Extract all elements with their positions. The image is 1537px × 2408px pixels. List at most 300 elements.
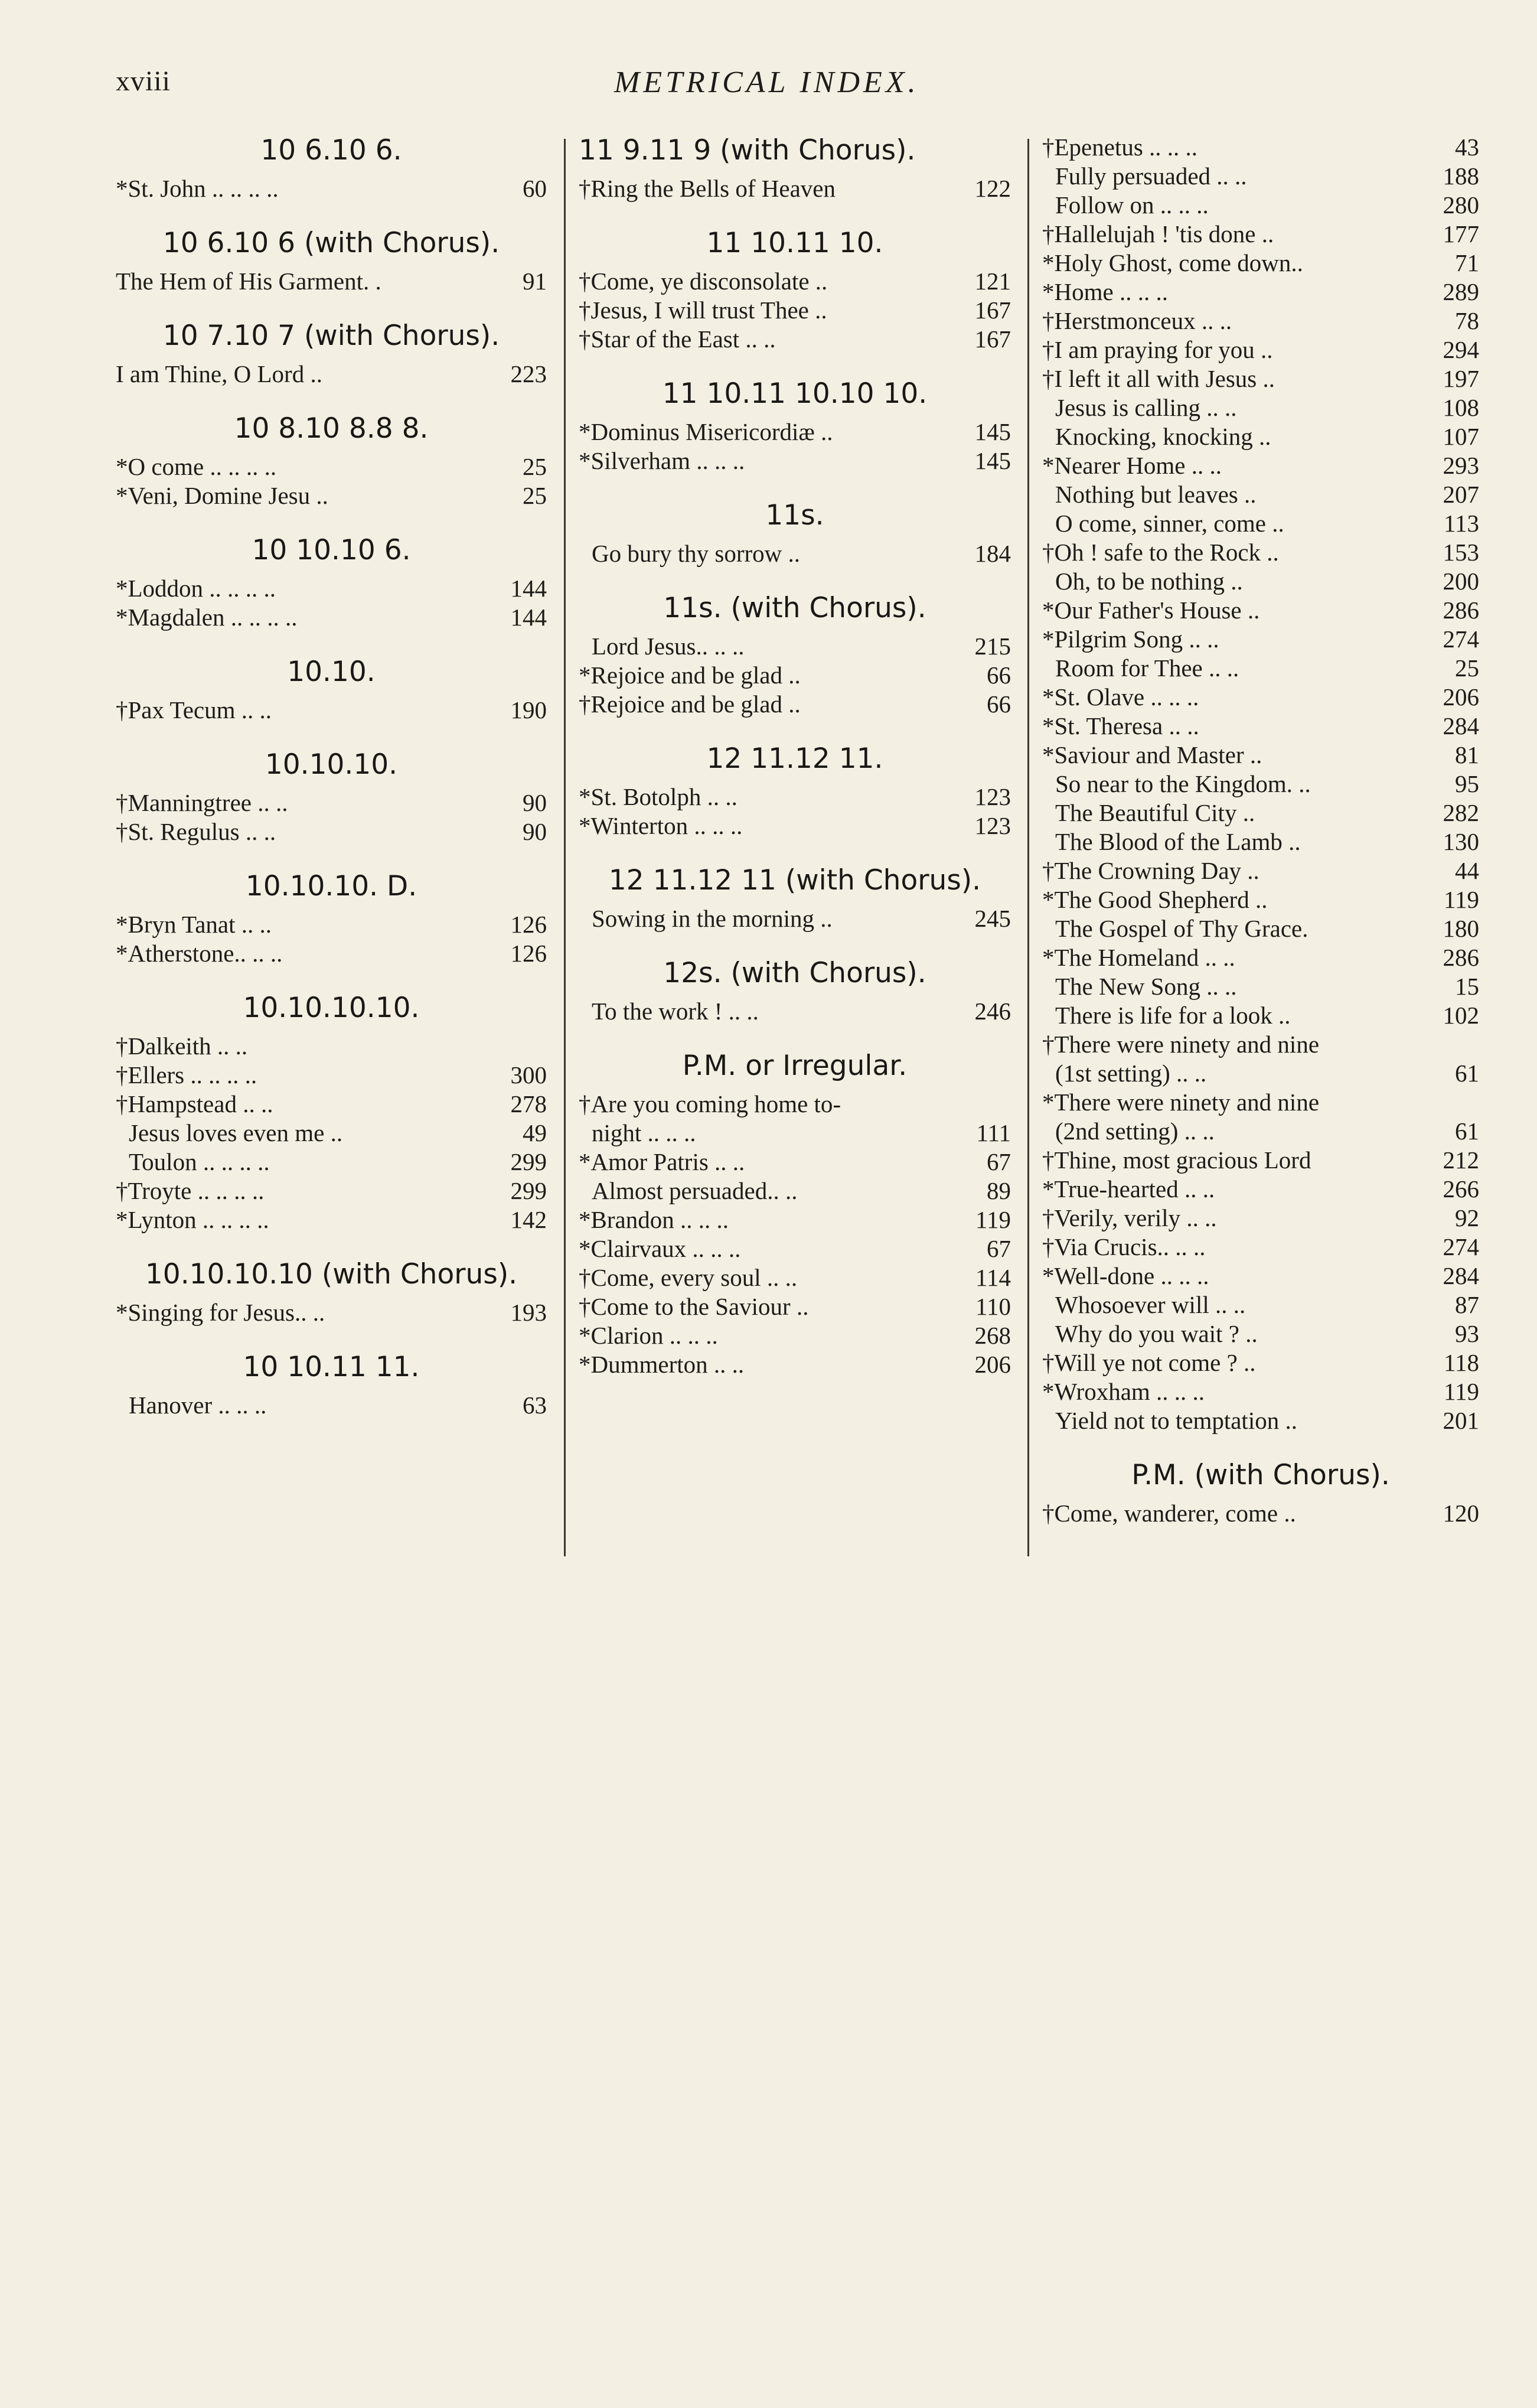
meter-heading: 10.10.10.10. xyxy=(243,992,420,1024)
hymn-number: 278 xyxy=(510,1090,547,1117)
meter-section xyxy=(116,226,547,296)
tune-entry xyxy=(1042,335,1479,364)
tune-entry xyxy=(1042,422,1479,451)
tune-title: †Will ye not come ? .. xyxy=(1042,1349,1256,1376)
tune-list xyxy=(116,174,547,203)
tune-entry xyxy=(116,1032,547,1061)
tune-entry xyxy=(1042,770,1479,799)
tune-title: *Loddon .. .. .. .. xyxy=(116,575,276,602)
hymn-number: 206 xyxy=(1443,683,1479,711)
meter-section xyxy=(579,376,1011,475)
tune-title: *Holy Ghost, come down.. xyxy=(1042,249,1303,276)
hymn-number: 193 xyxy=(510,1299,547,1326)
tune-entry xyxy=(579,1234,1011,1263)
tune-title: Hanover .. .. .. xyxy=(129,1392,267,1419)
tune-entry xyxy=(579,447,1011,475)
hymn-number: 299 xyxy=(510,1177,547,1204)
tune-entry xyxy=(579,1177,1011,1205)
hymn-number: 126 xyxy=(510,911,547,938)
meter-heading: 10.10.10. xyxy=(265,748,398,781)
tune-title: *Singing for Jesus.. .. xyxy=(116,1299,325,1326)
hymn-number: 126 xyxy=(510,940,547,967)
hymn-number: 114 xyxy=(975,1264,1011,1291)
tune-title: *Clairvaux .. .. .. xyxy=(579,1235,741,1262)
tune-entry xyxy=(579,267,1011,296)
tune-title: †Via Crucis.. .. .. xyxy=(1042,1233,1206,1260)
hymn-number: 184 xyxy=(974,540,1011,567)
tune-entry xyxy=(116,939,547,968)
tune-title: To the work ! .. .. xyxy=(592,998,759,1025)
meter-heading: 10.10. xyxy=(287,656,376,688)
tune-entry xyxy=(1042,683,1479,712)
tune-title: †Verily, verily .. .. xyxy=(1042,1204,1217,1231)
tune-entry xyxy=(1042,827,1479,856)
tune-entry xyxy=(116,1205,547,1234)
tune-title: *Saviour and Master .. xyxy=(1042,741,1262,768)
tune-title: *St. Botolph .. .. xyxy=(579,783,738,810)
tune-title: (1st setting) .. .. xyxy=(1055,1060,1207,1087)
tune-entry xyxy=(1042,856,1479,885)
hymn-number: 111 xyxy=(976,1119,1011,1146)
tune-entry xyxy=(1042,654,1479,683)
tune-title: *Dominus Misericordiæ .. xyxy=(579,418,833,445)
meter-heading: 10 10.10 6. xyxy=(252,534,411,566)
meter-heading: 12 11.12 11. xyxy=(706,742,883,775)
tune-list xyxy=(116,574,547,632)
hymn-number: 286 xyxy=(1443,944,1479,971)
index-column-3 xyxy=(1042,133,1479,1550)
tune-title: †Star of the East .. .. xyxy=(579,325,776,353)
page-header xyxy=(0,65,1537,106)
hymn-number: 282 xyxy=(1443,799,1479,826)
tune-entry xyxy=(116,574,547,603)
tune-title: *Pilgrim Song .. .. xyxy=(1042,625,1219,653)
meter-heading: 10 6.10 6. xyxy=(260,134,402,167)
tune-title: †Come, wanderer, come .. xyxy=(1042,1500,1296,1527)
tune-title: *The Homeland .. .. xyxy=(1042,944,1235,971)
tune-entry xyxy=(116,1061,547,1090)
tune-title: *Veni, Domine Jesu .. xyxy=(116,482,328,509)
hymn-number: 142 xyxy=(510,1206,547,1233)
hymn-number: 119 xyxy=(1444,1378,1479,1405)
tune-title: *Amor Patris .. .. xyxy=(579,1148,745,1175)
tune-title: *Wroxham .. .. .. xyxy=(1042,1378,1205,1405)
tune-title: *Lynton .. .. .. .. xyxy=(116,1206,269,1233)
meter-section xyxy=(116,411,547,510)
tune-title: Nothing but leaves .. xyxy=(1055,481,1257,508)
tune-list xyxy=(116,1298,547,1327)
tune-list xyxy=(1042,1499,1479,1528)
tune-list xyxy=(579,632,1011,719)
hymn-number: 63 xyxy=(523,1392,547,1419)
tune-entry xyxy=(116,174,547,203)
hymn-number: 206 xyxy=(974,1351,1011,1378)
tune-title: †Thine, most gracious Lord xyxy=(1042,1146,1311,1174)
meter-section xyxy=(579,133,1011,203)
meter-heading: 11 10.11 10.10 10. xyxy=(662,377,928,410)
hymn-number: 130 xyxy=(1443,828,1479,855)
tune-title: *Well-done .. .. .. xyxy=(1042,1262,1209,1289)
tune-list xyxy=(116,696,547,725)
hymn-number: 121 xyxy=(974,268,1011,295)
tune-entry xyxy=(579,539,1011,568)
meter-section xyxy=(116,133,547,203)
meter-section xyxy=(579,591,1011,719)
hymn-number: 274 xyxy=(1443,1233,1479,1260)
hymn-number: 15 xyxy=(1455,973,1479,1000)
hymn-number: 107 xyxy=(1443,423,1479,450)
tune-title: †Come, every soul .. .. xyxy=(579,1264,798,1291)
tune-entry xyxy=(1042,133,1479,162)
tune-title: †I left it all with Jesus .. xyxy=(1042,365,1275,392)
tune-title: †Ellers .. .. .. .. xyxy=(116,1061,257,1089)
hymn-number: 177 xyxy=(1443,220,1479,247)
tune-title: †Ring the Bells of Heaven xyxy=(579,175,836,202)
index-column-2 xyxy=(579,133,1011,1402)
tune-entry xyxy=(1042,1291,1479,1319)
hymn-number: 284 xyxy=(1443,1262,1479,1289)
hymn-number: 61 xyxy=(1455,1060,1479,1087)
meter-heading: 11 10.11 10. xyxy=(706,227,883,259)
tune-title: *Bryn Tanat .. .. xyxy=(116,911,272,938)
tune-entry xyxy=(116,910,547,939)
tune-list xyxy=(579,904,1011,933)
tune-entry xyxy=(579,325,1011,354)
tune-title: Toulon .. .. .. .. xyxy=(129,1148,270,1175)
tune-entry xyxy=(116,788,547,817)
hymn-number: 201 xyxy=(1443,1407,1479,1434)
tune-title: The Gospel of Thy Grace. xyxy=(1055,915,1308,942)
tune-title: The Hem of His Garment. . xyxy=(116,268,381,295)
tune-title: *The Good Shepherd .. xyxy=(1042,886,1268,913)
meter-section xyxy=(116,747,547,846)
tune-title: Room for Thee .. .. xyxy=(1055,654,1239,682)
tune-entry xyxy=(1042,1204,1479,1233)
tune-title: The Beautiful City .. xyxy=(1055,799,1255,826)
tune-title: So near to the Kingdom. .. xyxy=(1055,770,1311,797)
tune-entry xyxy=(579,418,1011,447)
tune-list xyxy=(579,1090,1011,1379)
tune-entry xyxy=(116,267,547,296)
tune-entry xyxy=(579,632,1011,661)
tune-entry xyxy=(1042,1117,1479,1146)
tune-list xyxy=(579,997,1011,1026)
tune-title: †I am praying for you .. xyxy=(1042,336,1273,363)
meter-section xyxy=(116,533,547,632)
hymn-number: 268 xyxy=(974,1322,1011,1349)
hymn-number: 118 xyxy=(1444,1349,1479,1376)
meter-section xyxy=(1042,1458,1479,1528)
tune-entry xyxy=(1042,191,1479,220)
hymn-number: 180 xyxy=(1443,915,1479,942)
tune-entry xyxy=(1042,1088,1479,1117)
tune-list xyxy=(579,418,1011,475)
tune-title: *Dummerton .. .. xyxy=(579,1351,745,1378)
hymn-number: 245 xyxy=(974,905,1011,932)
tune-title: †Troyte .. .. .. .. xyxy=(116,1177,265,1204)
meter-heading: P.M. (with Chorus). xyxy=(1131,1459,1390,1491)
meter-heading: 10 8.10 8.8 8. xyxy=(234,412,429,445)
tune-title: Almost persuaded.. .. xyxy=(592,1177,798,1204)
tune-entry xyxy=(1042,625,1479,654)
hymn-number: 119 xyxy=(975,1206,1011,1233)
tune-entry xyxy=(1042,712,1479,741)
tune-entry xyxy=(1042,1406,1479,1435)
tune-entry xyxy=(579,997,1011,1026)
tune-list xyxy=(116,788,547,846)
tune-entry xyxy=(116,1090,547,1119)
tune-entry xyxy=(579,1263,1011,1292)
hymn-number: 212 xyxy=(1443,1146,1479,1174)
tune-title: †The Crowning Day .. xyxy=(1042,857,1259,884)
meter-heading: 11s. xyxy=(765,499,824,532)
hymn-number: 289 xyxy=(1443,278,1479,305)
hymn-number: 49 xyxy=(523,1119,547,1146)
column-divider xyxy=(564,139,566,1556)
tune-title: Jesus is calling .. .. xyxy=(1055,394,1237,421)
meter-heading: P.M. or Irregular. xyxy=(682,1050,908,1082)
tune-list xyxy=(116,1391,547,1420)
hymn-number: 61 xyxy=(1455,1117,1479,1145)
tune-title: *Winterton .. .. .. xyxy=(579,812,743,839)
tune-title: Knocking, knocking .. xyxy=(1055,423,1271,450)
tune-list xyxy=(579,174,1011,203)
tune-entry xyxy=(1042,596,1479,625)
tune-title: *Rejoice and be glad .. xyxy=(579,662,801,689)
tune-title: Yield not to temptation .. xyxy=(1055,1407,1297,1434)
tune-entry xyxy=(116,481,547,510)
tune-title: Jesus loves even me .. xyxy=(129,1119,343,1146)
meter-heading: 10.10.10. D. xyxy=(245,870,417,902)
hymn-number: 188 xyxy=(1443,162,1479,190)
tune-title: Go bury thy sorrow .. xyxy=(592,540,801,567)
hymn-number: 120 xyxy=(1443,1500,1479,1527)
hymn-number: 102 xyxy=(1443,1002,1479,1029)
tune-title: †There were ninety and nine xyxy=(1042,1031,1320,1058)
tune-title: *Clarion .. .. .. xyxy=(579,1322,718,1349)
tune-entry xyxy=(1042,1377,1479,1406)
hymn-number: 299 xyxy=(510,1148,547,1175)
meter-section xyxy=(579,741,1011,840)
tune-entry xyxy=(1042,162,1479,191)
hymn-number: 284 xyxy=(1443,712,1479,739)
meter-section xyxy=(116,654,547,725)
tune-title: †St. Regulus .. .. xyxy=(116,818,276,845)
tune-entry xyxy=(1042,1059,1479,1088)
tune-title: *Home .. .. .. xyxy=(1042,278,1168,305)
tune-title: I am Thine, O Lord .. xyxy=(116,360,322,387)
hymn-number: 207 xyxy=(1443,481,1479,508)
tune-list xyxy=(116,360,547,389)
tune-title: Fully persuaded .. .. xyxy=(1055,162,1247,190)
hymn-number: 274 xyxy=(1443,625,1479,653)
tune-title: *Atherstone.. .. .. xyxy=(116,940,283,967)
tune-entry xyxy=(116,696,547,725)
tune-title: †Epenetus .. .. .. xyxy=(1042,133,1198,161)
tune-title: †Herstmonceux .. .. xyxy=(1042,307,1232,334)
tune-entry xyxy=(1042,480,1479,509)
tune-title: Follow on .. .. .. xyxy=(1055,191,1209,219)
tune-title: *Brandon .. .. .. xyxy=(579,1206,729,1233)
hymn-number: 66 xyxy=(987,690,1011,718)
meter-heading: 10 10.11 11. xyxy=(243,1351,420,1383)
tune-entry xyxy=(1042,1175,1479,1204)
hymn-number: 67 xyxy=(987,1235,1011,1262)
hymn-number: 215 xyxy=(974,633,1011,660)
hymn-number: 144 xyxy=(510,575,547,602)
column-divider xyxy=(1027,139,1029,1556)
tune-entry xyxy=(579,1321,1011,1350)
running-title: METRICAL INDEX. xyxy=(614,66,919,99)
tune-title: Oh, to be nothing .. xyxy=(1055,568,1243,595)
tune-title: †Oh ! safe to the Rock .. xyxy=(1042,539,1279,566)
tune-entry xyxy=(1042,509,1479,538)
tune-list xyxy=(579,267,1011,354)
tune-title: †Are you coming home to- xyxy=(579,1090,841,1117)
tune-entry xyxy=(579,1350,1011,1379)
meter-section xyxy=(116,318,547,389)
hymn-number: 123 xyxy=(974,783,1011,810)
tune-title: Why do you wait ? .. xyxy=(1055,1320,1258,1347)
tune-title: †Manningtree .. .. xyxy=(116,789,288,816)
meter-heading: 12s. (with Chorus). xyxy=(663,957,926,989)
hymn-number: 81 xyxy=(1455,741,1479,768)
tune-entry xyxy=(579,1292,1011,1321)
hymn-number: 90 xyxy=(523,789,547,816)
tune-entry xyxy=(1042,220,1479,249)
tune-title: Whosoever will .. .. xyxy=(1055,1291,1246,1318)
tune-list xyxy=(579,539,1011,568)
tune-title: The New Song .. .. xyxy=(1055,973,1237,1000)
tune-title: *Nearer Home .. .. xyxy=(1042,452,1222,479)
hymn-number: 71 xyxy=(1455,249,1479,276)
meter-section xyxy=(579,498,1011,568)
tune-list xyxy=(116,267,547,296)
tune-entry xyxy=(579,1205,1011,1234)
tune-title: †Pax Tecum .. .. xyxy=(116,696,272,724)
hymn-number: 145 xyxy=(974,447,1011,474)
tune-title: O come, sinner, come .. xyxy=(1055,510,1284,537)
hymn-number: 167 xyxy=(974,325,1011,353)
meter-section xyxy=(1042,133,1479,1435)
tune-title: *True-hearted .. .. xyxy=(1042,1175,1215,1203)
tune-entry xyxy=(579,174,1011,203)
hymn-number: 293 xyxy=(1443,452,1479,479)
tune-entry xyxy=(579,661,1011,690)
meter-heading: 11 9.11 9 (with Chorus). xyxy=(579,134,916,167)
hymn-number: 144 xyxy=(510,604,547,631)
tune-entry xyxy=(1042,885,1479,914)
tune-title: night .. .. .. xyxy=(592,1119,696,1146)
meter-heading: 12 11.12 11 (with Chorus). xyxy=(608,864,981,897)
tune-entry xyxy=(1042,1348,1479,1377)
tune-list xyxy=(116,452,547,510)
tune-entry xyxy=(1042,972,1479,1001)
tune-entry xyxy=(579,783,1011,812)
tune-entry xyxy=(1042,393,1479,422)
tune-title: There is life for a look .. xyxy=(1055,1002,1291,1029)
tune-entry xyxy=(1042,1001,1479,1030)
tune-title: Lord Jesus.. .. .. xyxy=(592,633,745,660)
tune-title: (2nd setting) .. .. xyxy=(1055,1117,1215,1145)
hymn-number: 286 xyxy=(1443,597,1479,624)
tune-entry xyxy=(1042,799,1479,827)
hymn-number: 280 xyxy=(1443,191,1479,219)
tune-entry xyxy=(116,360,547,389)
hymn-number: 167 xyxy=(974,296,1011,324)
hymn-number: 92 xyxy=(1455,1204,1479,1231)
tune-entry xyxy=(116,603,547,632)
tune-title: *Silverham .. .. .. xyxy=(579,447,745,474)
hymn-number: 87 xyxy=(1455,1291,1479,1318)
tune-title: †Jesus, I will trust Thee .. xyxy=(579,296,827,324)
tune-title: The Blood of the Lamb .. xyxy=(1055,828,1301,855)
meter-heading: 10 7.10 7 (with Chorus). xyxy=(162,320,500,352)
tune-entry xyxy=(116,1177,547,1205)
tune-title: *Our Father's House .. xyxy=(1042,597,1260,624)
meter-section xyxy=(116,1350,547,1420)
tune-title: †Dalkeith .. .. xyxy=(116,1032,248,1060)
hymn-number: 43 xyxy=(1455,133,1479,161)
tune-entry xyxy=(1042,1499,1479,1528)
tune-entry xyxy=(1042,249,1479,278)
meter-heading: 11s. (with Chorus). xyxy=(663,592,926,624)
tune-title: *St. Theresa .. .. xyxy=(1042,712,1199,739)
tune-title: *Magdalen .. .. .. .. xyxy=(116,604,298,631)
index-column-1 xyxy=(116,133,547,1442)
hymn-number: 246 xyxy=(974,998,1011,1025)
meter-heading: 10.10.10.10 (with Chorus). xyxy=(145,1258,518,1291)
hymn-number: 113 xyxy=(1444,510,1479,537)
tune-entry xyxy=(116,452,547,481)
tune-title: †Come, ye disconsolate .. xyxy=(579,268,828,295)
tune-entry xyxy=(1042,307,1479,335)
tune-entry xyxy=(1042,1319,1479,1348)
tune-list xyxy=(579,783,1011,840)
tune-entry xyxy=(579,1148,1011,1177)
page-number: xviii xyxy=(116,66,171,97)
hymn-number: 67 xyxy=(987,1148,1011,1175)
tune-entry xyxy=(1042,364,1479,393)
meter-section xyxy=(579,956,1011,1026)
tune-entry xyxy=(579,296,1011,325)
hymn-number: 93 xyxy=(1455,1320,1479,1347)
hymn-number: 119 xyxy=(1444,886,1479,913)
tune-entry xyxy=(579,812,1011,840)
tune-list xyxy=(1042,133,1479,1435)
tune-list xyxy=(116,1032,547,1234)
tune-entry xyxy=(116,1148,547,1177)
hymn-number: 91 xyxy=(523,268,547,295)
hymn-number: 90 xyxy=(523,818,547,845)
tune-title: *O come .. .. .. .. xyxy=(116,453,277,480)
tune-entry xyxy=(116,1119,547,1148)
hymn-number: 66 xyxy=(987,662,1011,689)
meter-section xyxy=(116,1257,547,1327)
hymn-number: 266 xyxy=(1443,1175,1479,1203)
hymn-number: 122 xyxy=(974,175,1011,202)
hymn-number: 95 xyxy=(1455,770,1479,797)
tune-title: *St. John .. .. .. .. xyxy=(116,175,279,202)
hymn-number: 197 xyxy=(1443,365,1479,392)
hymn-number: 123 xyxy=(974,812,1011,839)
meter-section xyxy=(579,1048,1011,1379)
tune-title: †Rejoice and be glad .. xyxy=(579,690,801,718)
hymn-number: 190 xyxy=(510,696,547,724)
tune-entry xyxy=(1042,943,1479,972)
hymn-number: 78 xyxy=(1455,307,1479,334)
tune-entry xyxy=(1042,538,1479,567)
